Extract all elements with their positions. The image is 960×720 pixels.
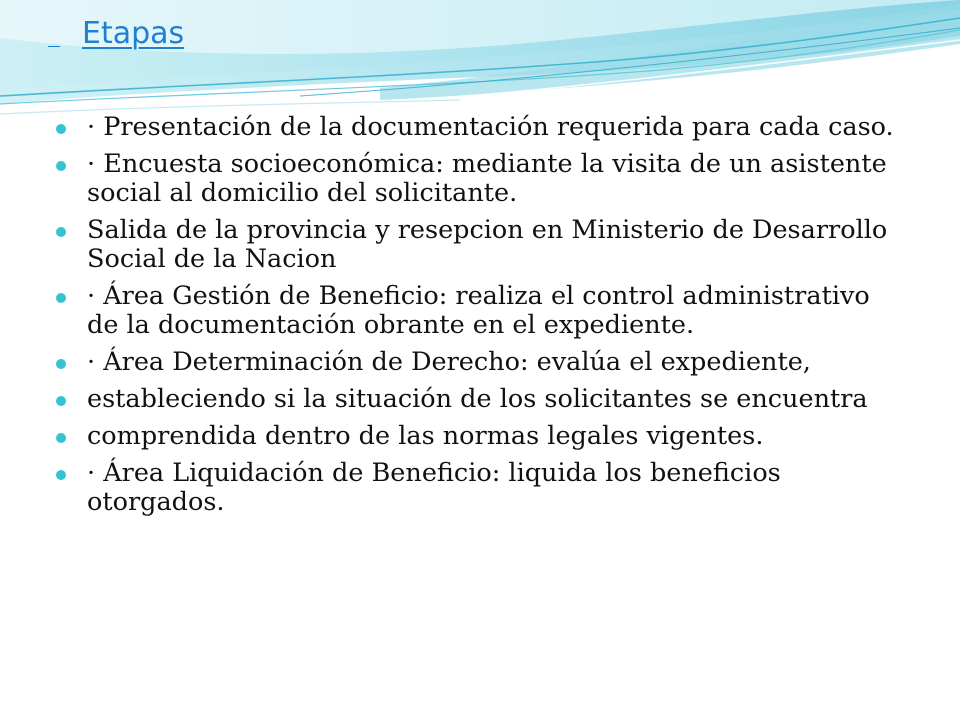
slide-title-link[interactable]: Etapas <box>82 16 185 51</box>
list-item <box>56 282 896 340</box>
bullet-dot-icon <box>56 124 66 134</box>
bullet-dot-icon <box>56 396 66 406</box>
list-item <box>56 113 896 142</box>
bullet-dot-icon <box>56 161 66 171</box>
bullet-list <box>56 113 896 525</box>
list-item <box>56 348 896 377</box>
bullet-text: · Área Determinación de Derecho: evalúa el expediente, <box>87 347 811 377</box>
list-item <box>56 422 896 451</box>
title-area <box>48 16 184 51</box>
bullet-dot-icon <box>56 293 66 303</box>
bullet-dot-icon <box>56 227 66 237</box>
bullet-text: estableciendo si la situación de los solicitantes se encuentra <box>87 384 868 414</box>
list-item <box>56 385 896 414</box>
bullet-dot-icon <box>56 433 66 443</box>
bullet-text: · Presentación de la documentación requerida para cada caso. <box>87 112 894 142</box>
list-item <box>56 459 896 517</box>
bullet-text: · Encuesta socioeconómica: mediante la visita de un asistente social al domicilio del solicitante. <box>87 149 887 208</box>
title-underline-lead <box>48 44 60 47</box>
list-item <box>56 216 896 274</box>
bullet-text: comprendida dentro de las normas legales vigentes. <box>87 421 764 451</box>
bullet-text: · Área Gestión de Beneficio: realiza el control administrativo de la documentación obrante en el expediente. <box>87 281 870 340</box>
list-item <box>56 150 896 208</box>
bullet-dot-icon <box>56 470 66 480</box>
bullet-dot-icon <box>56 359 66 369</box>
bullet-text: · Área Liquidación de Beneficio: liquida los beneficios otorgados. <box>87 458 781 517</box>
bullet-text: Salida de la provincia y resepcion en Ministerio de Desarrollo Social de la Nacion <box>87 215 888 274</box>
